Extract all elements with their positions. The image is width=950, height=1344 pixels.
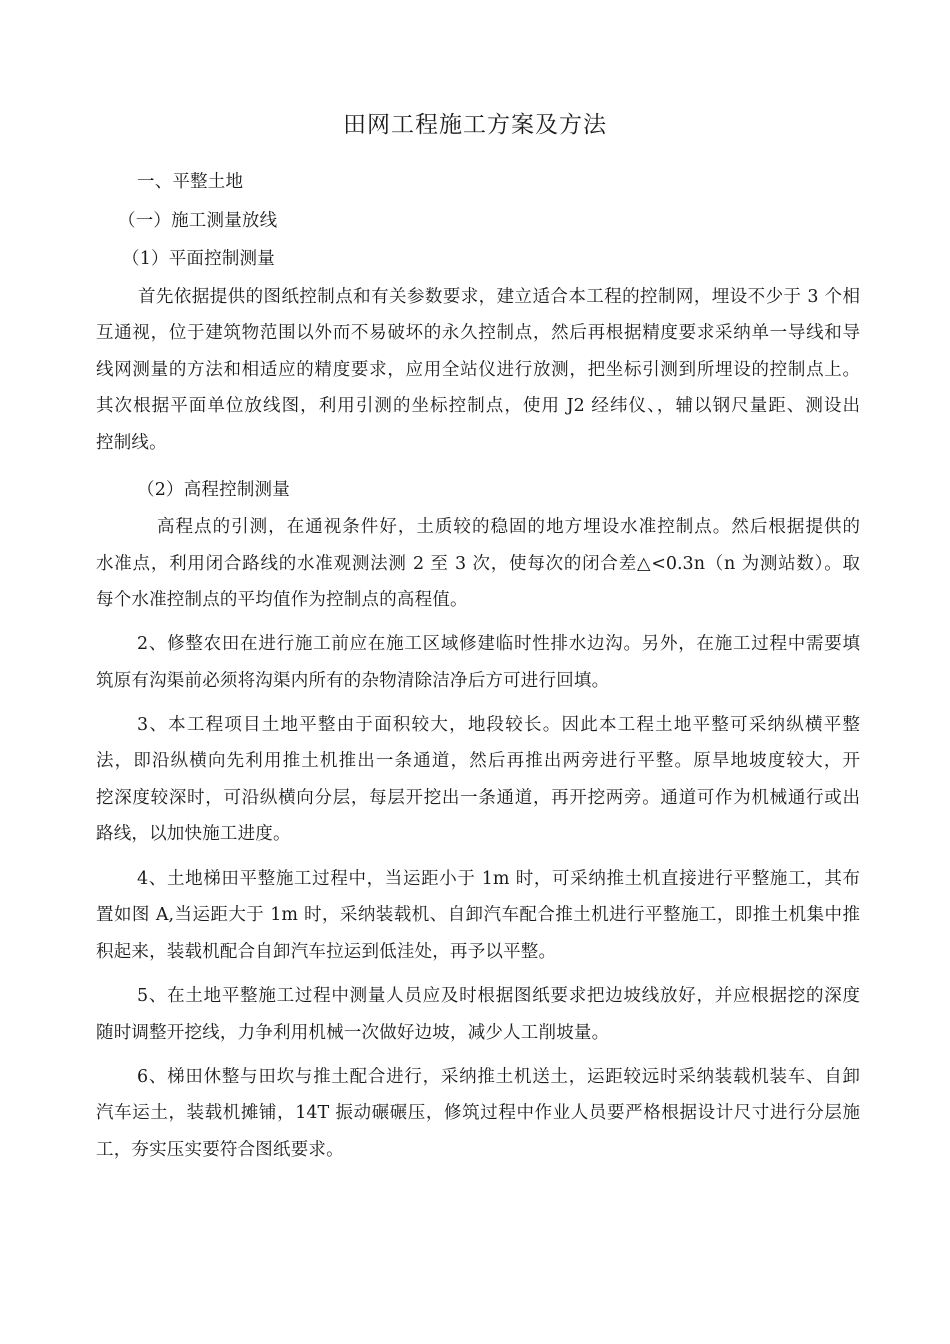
paragraph-line: 法，即沿纵横向先利用推土机推出一条通道，然后再推出两旁进行平整。原旱地坡度较大，开: [96, 751, 860, 771]
paragraph-line: 挖深度较深时，可沿纵横向分层，每层开挖出一条通道，再开挖两旁。通道可作为机械通行或出: [96, 788, 860, 808]
paragraph-line: 5、在土地平整施工过程中测量人员应及时根据图纸要求把边坡线放好，并应根据挖的深度: [137, 986, 860, 1006]
paragraph-line: 积起来，装载机配合自卸汽车拉运到低洼处，再予以平整。: [96, 942, 557, 962]
paragraph-line: 首先依据提供的图纸控制点和有关参数要求，建立适合本工程的控制网，埋设不少于 3 个相: [138, 287, 860, 307]
paragraph-line: 汽车运土，装载机摊铺，14T 振动碾碾压，修筑过程中作业人员要严格根据设计尺寸进行分层施: [96, 1103, 860, 1123]
paragraph-line: 高程点的引测，在通视条件好，土质较的稳固的地方埋设水准控制点。然后根据提供的: [157, 517, 860, 537]
document-title: 田网工程施工方案及方法: [343, 112, 607, 138]
paragraph-line: 2、修整农田在进行施工前应在施工区域修建临时性排水边沟。另外，在施工过程中需要填: [137, 634, 860, 654]
paragraph-line: 水准点，利用闭合路线的水准观测法测 2 至 3 次，使每次的闭合差△<0.3n（n 为测站数）。取: [96, 554, 860, 574]
heading-level1: 一、平整土地: [137, 172, 244, 192]
paragraph-line: 3、本工程项目土地平整由于面积较大，地段较长。因此本工程土地平整可采纳纵横平整: [137, 715, 860, 735]
paragraph-line: 随时调整开挖线，力争利用机械一次做好边坡，减少人工削坡量。: [96, 1023, 610, 1043]
paragraph-line: 其次根据平面单位放线图，利用引测的坐标控制点，使用 J2 经纬仪、，辅以钢尺量距、测设出: [96, 396, 860, 416]
paragraph-line: 筑原有沟渠前必须将沟渠内所有的杂物清除洁净后方可进行回填。: [96, 671, 610, 691]
heading-level3: （1）平面控制测量: [122, 249, 275, 269]
paragraph-line: 每个水准控制点的平均值作为控制点的高程值。: [96, 590, 468, 610]
paragraph-line: 线网测量的方法和相适应的精度要求，应用全站仪进行放测，把坐标引测到所埋设的控制点上。: [96, 360, 860, 380]
paragraph-line: 工，夯实压实要符合图纸要求。: [96, 1140, 344, 1160]
heading-level2: （一）施工测量放线: [118, 211, 278, 231]
paragraph-line: 路线，以加快施工进度。: [96, 824, 291, 844]
paragraph-line: 置如图 A,当运距大于 1m 时，采纳装载机、自卸汽车配合推土机进行平整施工，即推土机集中推: [96, 905, 860, 925]
heading-level3: （2）高程控制测量: [137, 480, 290, 500]
paragraph-line: 4、土地梯田平整施工过程中，当运距小于 1m 时，可采纳推土机直接进行平整施工，其布: [137, 869, 860, 889]
paragraph-line: 控制线。: [96, 433, 167, 453]
paragraph-line: 6、梯田休整与田坎与推土配合进行，采纳推土机送土，运距较远时采纳装载机装车、自卸: [137, 1067, 860, 1087]
paragraph-line: 互通视，位于建筑物范围以外而不易破坏的永久控制点，然后再根据精度要求采纳单一导线和导: [96, 323, 860, 343]
